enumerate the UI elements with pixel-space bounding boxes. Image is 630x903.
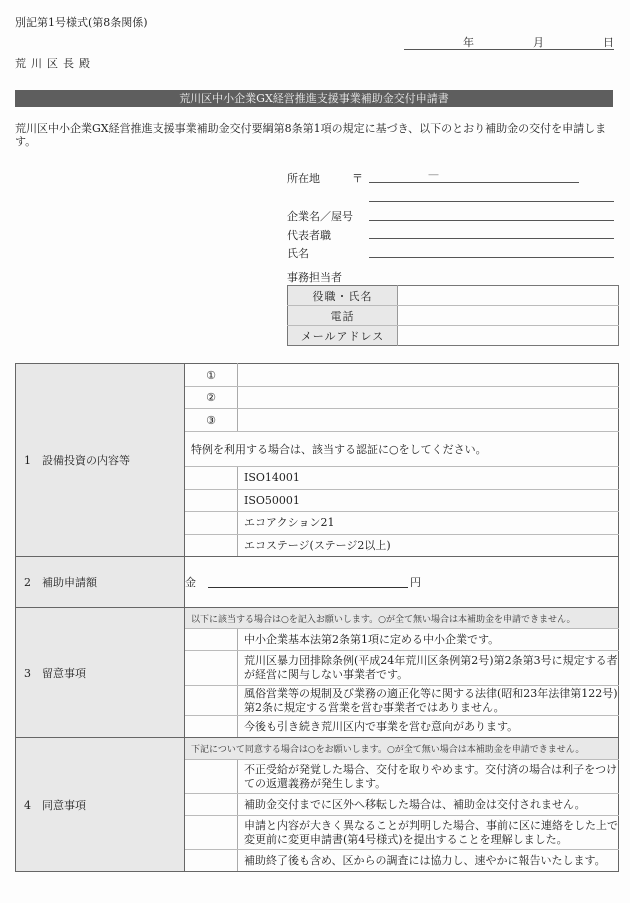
contact-name-field[interactable]: [398, 286, 619, 306]
document-title: 荒川区中小企業GX経営推進支援事業補助金交付申請書: [15, 90, 613, 107]
amount-suffix: 円: [410, 576, 421, 589]
contact-row-label: 電話: [288, 306, 398, 326]
equipment-item-field[interactable]: [238, 364, 619, 387]
address-field[interactable]: [369, 201, 614, 202]
consent-check-cell[interactable]: [185, 850, 238, 872]
date-field[interactable]: [404, 49, 614, 50]
application-table: [15, 363, 619, 872]
equipment-item-field[interactable]: [238, 387, 619, 409]
postal-mark: 〒: [352, 172, 363, 185]
address-label: 所在地: [287, 172, 320, 185]
equipment-item-row: [16, 364, 619, 387]
section-title: 設備投資の内容等: [42, 454, 130, 467]
amount-row: [16, 557, 619, 608]
notes-instruction: 以下に該当する場合は○を記入お願いします。○が全て無い場合は本補助金を申請できません。: [185, 608, 619, 629]
consent-item-text: 補助金交付までに区外へ移転した場合は、補助金は交付されません。: [238, 794, 619, 816]
cert-label: エコステージ(ステージ2以上): [238, 535, 619, 557]
consent-check-cell[interactable]: [185, 760, 238, 794]
notes-header-row: [16, 608, 619, 629]
cert-check-cell[interactable]: [185, 490, 238, 512]
consent-item-text: 不正受給が発覚した場合、交付を取りやめます。交付済の場合は利子をつけての返還義務が発生します。: [238, 760, 619, 794]
intro-text: 荒川区中小企業GX経営推進支援事業補助金交付要綱第8条第1項の規定に基づき、以下のとおり補助金の交付を申請します。: [15, 122, 607, 148]
section-1-label: [16, 364, 185, 557]
section-2-label: [16, 557, 185, 608]
item-marker: ①: [185, 364, 238, 387]
notes-item-text: 中小企業基本法第2条第1項に定める中小企業です。: [238, 629, 619, 651]
date-day-label: 日: [603, 36, 614, 49]
notes-check-cell[interactable]: [185, 629, 238, 651]
equipment-item-field[interactable]: [238, 409, 619, 432]
contact-email-field[interactable]: [398, 326, 619, 346]
item-marker: ②: [185, 387, 238, 409]
notes-item-text: 風俗営業等の規制及び業務の適正化等に関する法律(昭和23年法律第122号)第2条に規定する営業を営む事業者ではありません。: [238, 686, 619, 716]
section-4-label: [16, 738, 185, 872]
notes-item-text: 荒川区暴力団排除条例(平成24年荒川区条例第2号)第2条第3号に規定する者が経営に関与しない事業者です。: [238, 651, 619, 686]
contact-label: 事務担当者: [287, 271, 342, 284]
company-label: 企業名／屋号: [287, 210, 353, 223]
cert-check-cell[interactable]: [185, 512, 238, 535]
date-month-label: 月: [533, 36, 544, 49]
contact-row-label: 役職・氏名: [288, 286, 398, 306]
section-title: 同意事項: [42, 798, 86, 812]
contact-row: [288, 286, 619, 306]
cert-note: 特例を利用する場合は、該当する認証に○をしてください。: [185, 432, 619, 467]
rep-title-label: 代表者職: [287, 229, 331, 242]
consent-header-row: [16, 738, 619, 760]
consent-item-text: 補助終了後も含め、区からの調査には協力し、速やかに報告いたします。: [238, 850, 619, 872]
postal-dash: —: [428, 168, 439, 181]
cert-label: エコアクション21: [238, 512, 619, 535]
contact-row: [288, 306, 619, 326]
amount-field[interactable]: [208, 575, 408, 588]
notes-check-cell[interactable]: [185, 651, 238, 686]
section-number: 4: [24, 798, 31, 812]
consent-check-cell[interactable]: [185, 816, 238, 850]
cert-label: ISO50001: [238, 490, 619, 512]
contact-row-label: メールアドレス: [288, 326, 398, 346]
contact-table: [287, 285, 619, 346]
section-title: 留意事項: [42, 666, 86, 680]
section-number: 3: [24, 666, 31, 680]
notes-item-text: 今後も引き続き荒川区内で事業を営む意向があります。: [238, 716, 619, 738]
notes-check-cell[interactable]: [185, 716, 238, 738]
consent-check-cell[interactable]: [185, 794, 238, 816]
date-year-label: 年: [463, 36, 474, 49]
consent-instruction: 下記について同意する場合は○をお願いします。○が全て無い場合は本補助金を申請できません。: [185, 738, 619, 760]
section-number: 1: [24, 454, 31, 467]
amount-prefix: 金: [185, 576, 196, 589]
contact-phone-field[interactable]: [398, 306, 619, 326]
postal-code-field[interactable]: [369, 182, 579, 183]
consent-item-text: 申請と内容が大きく異なることが判明した場合、事前に区に連絡をした上で変更前に変更申請書(第4号様式)を提出することを理解しました。: [238, 816, 619, 850]
cert-check-cell[interactable]: [185, 467, 238, 490]
cert-check-cell[interactable]: [185, 535, 238, 557]
rep-title-field[interactable]: [369, 238, 614, 239]
notes-check-cell[interactable]: [185, 686, 238, 716]
amount-cell: [185, 557, 619, 608]
section-3-label: [16, 608, 185, 738]
item-marker: ③: [185, 409, 238, 432]
section-number: 2: [24, 576, 31, 589]
section-title: 補助申請額: [42, 576, 97, 589]
addressee: 荒川区長殿: [15, 57, 95, 70]
company-field[interactable]: [369, 220, 614, 221]
name-label: 氏名: [287, 247, 309, 260]
form-number: 別記第1号様式(第8条関係): [15, 16, 148, 29]
name-field[interactable]: [369, 257, 614, 258]
cert-label: ISO14001: [238, 467, 619, 490]
contact-row: [288, 326, 619, 346]
